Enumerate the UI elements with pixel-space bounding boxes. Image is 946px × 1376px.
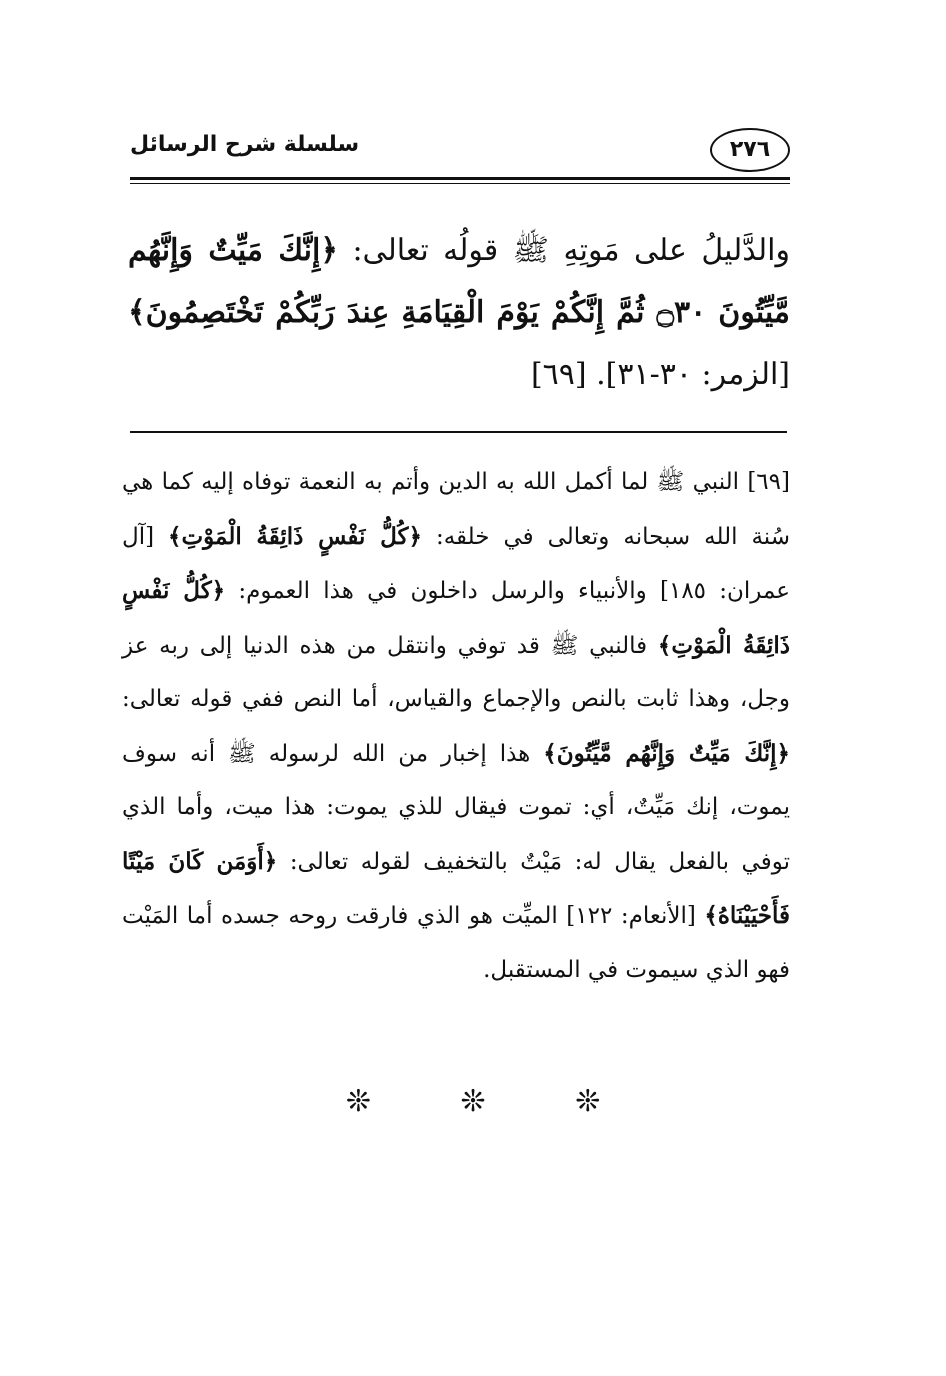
- footnote: [122, 456, 790, 997]
- section-ornament: ❊ ❊ ❊: [345, 1084, 641, 1119]
- footnote-quote-2: ﴿كُلُّ نَفْسٍ ذَائِقَةُ الْمَوْتِ﴾: [122, 577, 790, 659]
- footnote-quote-4: ﴿أَوَمَن كَانَ مَيْتًا فَأَحْيَيْنَاهُ﴾: [122, 847, 790, 929]
- footnote-text-5: [الأنعام: ١٢٢] الميِّت هو الذي فارقت روحه جسده أما المَيْت فهو الذي سيموت في المستقبل.: [122, 903, 790, 983]
- footnote-paragraph: [122, 456, 790, 997]
- footnote-text-4: هذا إخبار من الله لرسوله ﷺ أنه سوف يموت، إنك مَيِّتٌ، أي: تموت فيقال للذي يموت: هذا ميت، وأما الذي توفي بالفعل يقال له: مَيْتٌ بالتخفيف لقوله تعالى:: [122, 740, 791, 875]
- footnote-text-1: [٦٩] النبي ﷺ لما أكمل الله به الدين وأتم به النعمة توفاه إليه كما هي سُنة الله سبحانه وتعالى في خلقه:: [122, 469, 790, 550]
- page-header: [130, 122, 790, 174]
- footnote-text-2: [آل عمران: ١٨٥] والأنبياء والرسل داخلون في هذا العموم:: [122, 523, 790, 604]
- header-rule: [130, 177, 790, 180]
- quran-verse: ﴿إِنَّكَ مَيِّتٌ وَإِنَّهُم مَّيِّتُونَ ۝٣٠ ثُمَّ إِنَّكُمْ يَوْمَ الْقِيَامَةِ عِندَ رَبِّكُمْ تَخْتَصِمُونَ﴾: [128, 233, 790, 330]
- footnote-quote-3: ﴿إِنَّكَ مَيِّتٌ وَإِنَّهُم مَّيِّتُونَ﴾: [543, 739, 790, 767]
- header-rule-thin: [130, 183, 790, 184]
- running-title: سلسلة شرح الرسائل: [130, 132, 360, 157]
- main-text: [128, 220, 790, 406]
- main-intro: والدَّليلُ على مَوتِهِ ﷺ قولُه تعالى:: [337, 233, 790, 268]
- footnote-text-3: فالنبي ﷺ قد توفي وانتقل من هذه الدنيا إلى ربه عز وجل، وهذا ثابت بالنص والإجماع والقياس، أما النص ففي قوله تعالى:: [122, 632, 790, 712]
- footnote-separator: [130, 431, 787, 433]
- main-paragraph: [128, 220, 790, 406]
- verse-reference: [الزمر: ٣٠-٣١]. [٦٩]: [530, 357, 790, 392]
- page-number: ٢٧٦: [710, 128, 790, 172]
- footnote-quote-1: ﴿كُلُّ نَفْسٍ ذَائِقَةُ الْمَوْتِ﴾: [168, 522, 422, 550]
